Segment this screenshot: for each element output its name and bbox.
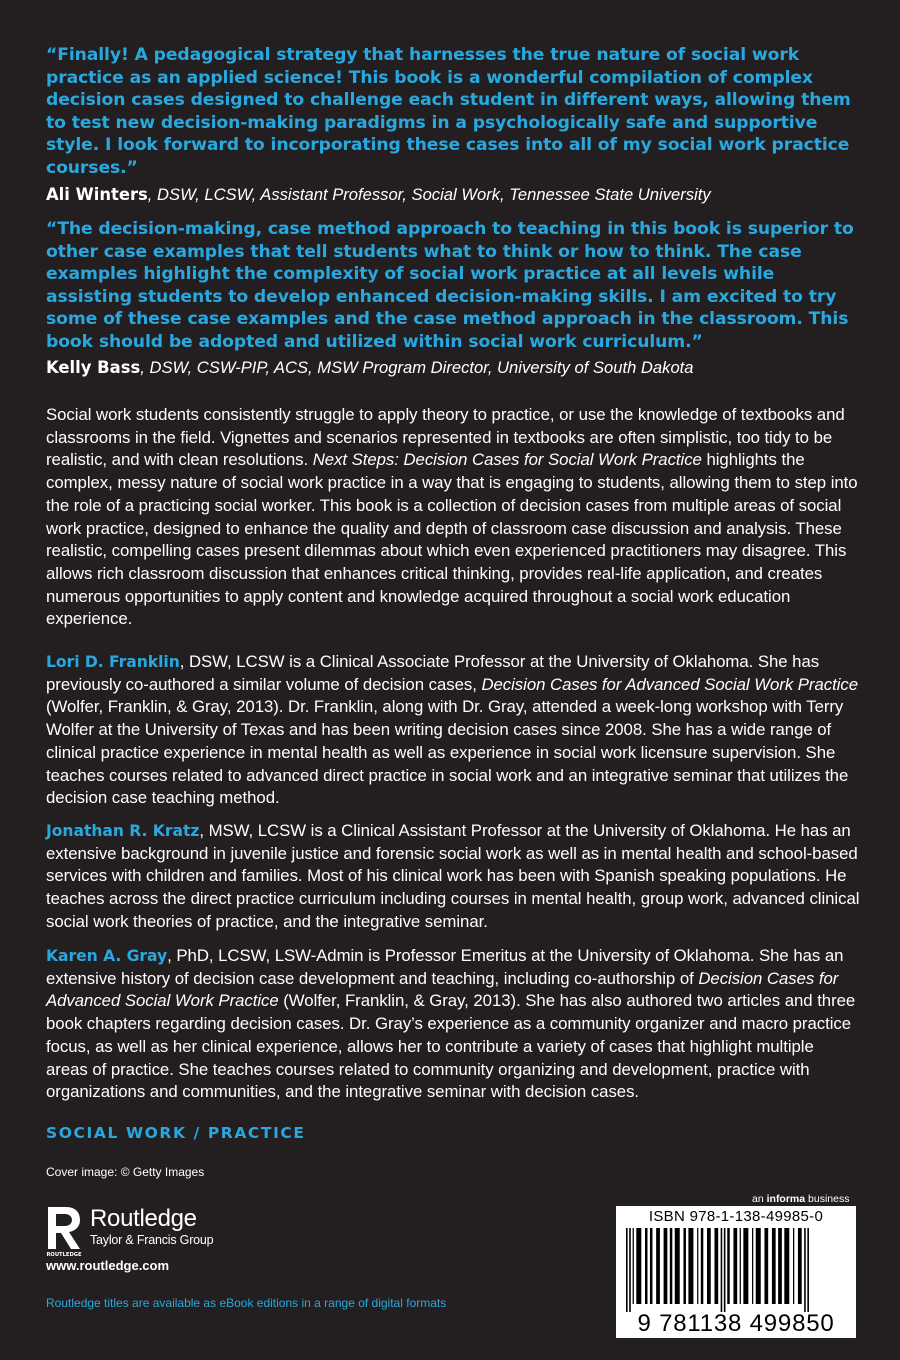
barcode-bar [683, 1228, 686, 1304]
description-text-2: highlights the complex, messy nature of social work practice in a way that is engaging to students, allowing them to step into the role of a practicing social worker. This book is a collection of decision cases from multiple areas of social work practice, designed to enhance the quality and depth of classroom case discussion and analysis. These realistic, compelling cases present dilemmas about which even experienced practitioners may disagree. This allows rich classroom discussion that enhances critical thinking, provides real-life application, and creates numerous opportunities to apply content and knowledge acquired throughout a social work education experience. [46, 450, 858, 629]
book-title: Next Steps: Decision Cases for Social Work Practice [312, 450, 702, 470]
author-bio-3 [46, 945, 860, 1104]
reviewer-name-1: Ali Winters [46, 185, 148, 204]
barcode-bar [727, 1228, 730, 1304]
barcode-bar [793, 1228, 794, 1304]
publisher-wordmark [90, 1205, 213, 1247]
barcode-bar [784, 1228, 789, 1304]
barcode-bar [688, 1228, 693, 1304]
barcode-bar [804, 1228, 806, 1312]
author-bio-text-3b: (Wolfer, Franklin, & Gray, 2013). She has also authored two articles and three book chapters regarding decision cases. Dr. Gray’s experience as a community organizer and macro practice focus, as well as her clinical experience, allows her to contribute a variety of cases that highlight multiple areas of practice. She teaches courses related to community organizing and development, practice with organizations and communities, and the integrative seminar with decision cases. [46, 991, 856, 1102]
barcode-bars [624, 1228, 848, 1312]
isbn-barcode [616, 1206, 856, 1338]
barcode-bar [626, 1228, 628, 1312]
review-quote-1: “Finally! A pedagogical strategy that harnesses the true nature of social work practice as an applied science! This book is a wonderful compilation of complex decision cases designed to challenge each student in different ways, allowing them to test new decision-making paradigms in a psychologically safe and supportive style. I look forward to incorporating these cases into all of my social work practice courses.” [46, 45, 851, 178]
informa-business [752, 1193, 849, 1205]
barcode-bar [798, 1228, 802, 1304]
barcode-bar [633, 1228, 634, 1304]
review-attribution-2 [46, 358, 866, 378]
author-bio-text-2a: , MSW, LCSW is a Clinical Assistant Professor at the University of Oklahoma. He has an extensive background in juvenile justice and forensic social work as well as in mental health and school-based services with children and families. Most of his clinical work has been with Spanish speaking populations. He teaches across the direct practice curriculum including courses in mental health, group work, advanced clinical social work theories of practice, and the integrative seminar. [46, 821, 860, 931]
isbn-digits: 9 781138 499850 [637, 1310, 835, 1337]
barcode-bar [756, 1228, 761, 1304]
barcode-bar [740, 1228, 741, 1304]
barcode-bar [650, 1228, 653, 1304]
reviewer-credentials-2: , DSW, CSW-PIP, ACS, MSW Program Director, University of South Dakota [140, 358, 694, 377]
barcode-bar [714, 1228, 718, 1304]
barcode-bar [764, 1228, 768, 1304]
routledge-logo-icon [44, 1205, 84, 1257]
review-attribution-1 [46, 185, 866, 205]
subject-category: SOCIAL WORK / PRACTICE [46, 1124, 306, 1142]
author-bio-title-1: Decision Cases for Advanced Social Work Practice [481, 674, 859, 694]
publisher-url[interactable]: www.routledge.com [46, 1258, 170, 1273]
cover-credit: Cover image: © Getty Images [46, 1165, 205, 1179]
barcode-bar [807, 1228, 809, 1312]
barcode-bar [675, 1228, 680, 1304]
reviewer-name-2: Kelly Bass [46, 358, 141, 377]
author-bio-1 [46, 651, 860, 810]
review-quote-2: “The decision-making, case method approach to teaching in this book is superior to other case examples that tell students what to think or how to think. The case examples highlight the complexity of social work practice at all levels while assisting students to develop enhanced decision-making skills. I am excited to try some of these case examples and the case method approach in the classroom. This book should be adopted and utilized within social work curriculum.” [46, 219, 854, 352]
logo-letters: ROUTLEDGE [46, 1252, 82, 1257]
barcode-bar [778, 1228, 782, 1304]
ebook-note: Routledge titles are available as eBook editions in a range of digital formats [46, 1296, 447, 1310]
barcode-bar [721, 1228, 723, 1312]
barcode-bar [752, 1228, 753, 1304]
author-bio-text-3a: , PhD, LCSW, LSW-Admin is Professor Emeritus at the University of Oklahoma. She has an extensive history of decision case development and teaching, including co-authorship of [46, 946, 844, 988]
barcode-bar [733, 1228, 737, 1304]
publisher-group: Taylor & Francis Group [90, 1233, 214, 1247]
barcode-bar [670, 1228, 673, 1304]
barcode-bar [645, 1228, 648, 1304]
barcode-bar [629, 1228, 631, 1312]
barcode-bar [636, 1228, 641, 1304]
reviewer-credentials-1: , DSW, LCSW, Assistant Professor, Social Work, Tennessee State University [147, 185, 711, 204]
barcode-bar [701, 1228, 704, 1304]
barcode-bar [656, 1228, 660, 1304]
barcode-bar [772, 1228, 776, 1304]
author-bio-2 [46, 820, 860, 934]
description-text-1: Social work students consistently struggle to apply theory to practice, or use the knowledge of textbooks and classrooms in the field. Vignettes and scenarios represented in textbooks are often simplistic, too tidy to be realistic, and with clean resolutions. [46, 405, 845, 470]
barcode-bar [707, 1228, 711, 1304]
isbn-label: ISBN 978-1-138-49985-0 [648, 1208, 824, 1225]
book-description [46, 404, 860, 631]
informa-suffix: business [805, 1193, 850, 1205]
author-name-3: Karen A. Gray [46, 947, 168, 965]
informa-prefix: an [752, 1193, 767, 1205]
author-bio-text-1b: (Wolfer, Franklin, & Gray, 2013). Dr. Franklin, along with Dr. Gray, attended a week-long workshop with Terry Wolfer at the University of Texas and has been writing decision cases since 2008. She has a wide range of clinical practice experience in mental health as well as experience in social work licensure supervision. She teaches courses related to advanced direct practice in social work and an integrative seminar that utilizes the decision case teaching method. [46, 697, 849, 808]
author-bio-text-1a: , DSW, LCSW is a Clinical Associate Professor at the University of Oklahoma. She has previously co-authored a similar volume of decision cases, [46, 652, 820, 694]
barcode-bar [743, 1228, 748, 1304]
barcode-bar [664, 1228, 668, 1304]
barcode-bar [697, 1228, 698, 1304]
author-bio-title-3: Decision Cases for Advanced Social Work Practice [46, 968, 839, 1011]
author-name-2: Jonathan R. Kratz [46, 822, 200, 840]
informa-brand: informa [766, 1193, 806, 1205]
author-name-1: Lori D. Franklin [46, 653, 180, 671]
publisher-name: Routledge [90, 1205, 197, 1232]
barcode-bar [724, 1228, 726, 1312]
